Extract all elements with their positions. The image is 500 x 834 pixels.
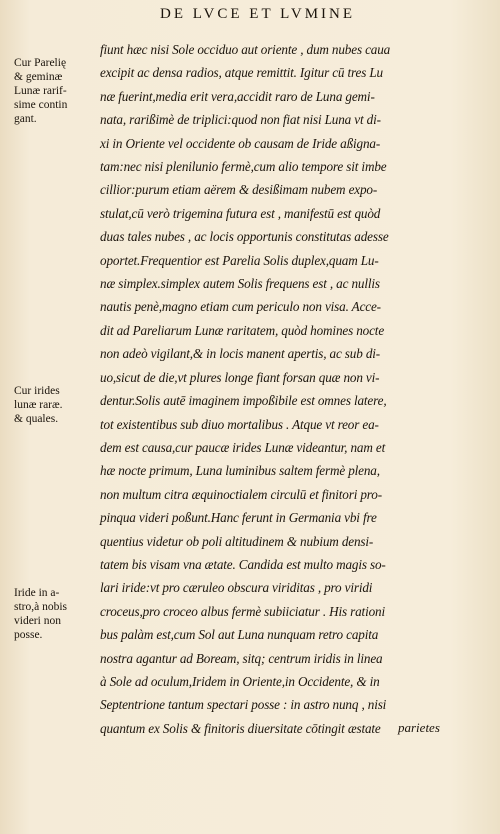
margin-note-parelia [14,56,104,126]
margin-note-line: Cur Parelię [14,57,67,69]
text-line: bus palàm est,cum Sol aut Luna nunquam retro capita [100,627,379,643]
text-line: uo,sicut de die,vt plures longe fiant forsan quæ non vi- [100,369,380,385]
text-line: xi in Oriente vel occidente ob causam de Iride aßigna- [100,135,381,151]
margin-note-line: sime contin [14,99,68,111]
text-line: næ simplex.simplex autem Solis frequens est , ac nullis [100,276,380,292]
text-line: tatem bis visam vna ætate. Candida est multo magis so- [100,556,386,572]
margin-note-line: & geminæ [14,71,63,83]
text-line: lari iride:vt pro cæruleo obscura viriditas , pro viridi [100,580,373,596]
text-line: excipit ac densa radios, atque remittit. Igitur cū tres Lu [100,65,383,81]
margin-note-line: posse. [14,629,43,641]
running-head: DE LVCE ET LVMINE [160,6,356,22]
text-line: non adeò vigilant,& in locis manent apertis, ac sub di- [100,346,381,362]
margin-note-line: Iride in a- [14,587,60,599]
text-line: non multum citra æquinoctialem circulū et finitori pro- [100,486,382,502]
text-line: stulat,cū verò trigemina futura est , manifestū est quòd [100,205,381,221]
margin-note-line: stro,à nobis [14,601,68,613]
text-line: dentur.Solis autē imaginem impoßibile est omnes latere, [100,393,387,409]
text-line: dem est causa,cur paucæ irides Lunæ videantur, nam et [100,439,386,455]
margin-note-iride-astro [14,586,104,642]
margin-note-irides [14,384,104,426]
margin-note-line: Cur irides [14,385,60,397]
text-line: næ fuerint,media erit vera,accidit raro de Luna gemi- [100,88,375,104]
text-line: hæ nocte primum, Luna luminibus saltem fermè plena, [100,463,380,479]
text-line: Septentrione tantum spectari posse : in astro nunq , nisi [100,697,387,713]
text-line: nata, rarißimè de triplici:quod non fiat nisi Luna vt di- [100,112,381,128]
margin-note-line: gant. [14,113,37,125]
margin-note-line: Lunæ rarif- [14,85,67,97]
body-text [100,38,490,740]
text-line: quantum ex Solis & finitoris diuersitate cōtingit æstate [100,720,381,736]
margin-note-line: & quales. [14,413,59,425]
text-line: à Sole ad oculum,Iridem in Oriente,in Occidente, & in [100,673,380,689]
text-line: nautis penè,magno etiam cum periculo non visa. Acce- [100,299,381,315]
catchword: parietes [398,720,440,735]
text-line: tam:nec nisi plenilunio fermè,cum alio tempore sit imbe [100,159,387,175]
text-line: tot existentibus sub diuo mortalibus . Atque vt reor ea- [100,416,379,432]
text-line: oportet.Frequentior est Parelia Solis duplex,quam Lu- [100,252,379,268]
text-line: pinqua videri poßunt.Hanc ferunt in Germania vbi fre [100,510,377,526]
text-line: fiunt hæc nisi Sole occiduo aut oriente , dum nubes caua [100,42,391,57]
margin-note-line: videri non [14,615,61,627]
text-line: dit ad Pareliarum Lunæ raritatem, quòd homines nocte [100,322,385,338]
text-line: duas tales nubes , ac locis opportunis constitutas adesse [100,229,389,245]
margin-note-line: lunæ raræ. [14,399,63,411]
text-line: croceus,pro croceo albus fermè subiiciatur . His rationi [100,603,385,619]
text-line: cillior:purum etiam aërem & desißimam nubem expo- [100,182,378,198]
text-line: nostra agantur ad Boream, sitq; centrum iridis in linea [100,650,383,666]
text-line: quentius videtur ob poli altitudinem & nubium densi- [100,533,374,549]
